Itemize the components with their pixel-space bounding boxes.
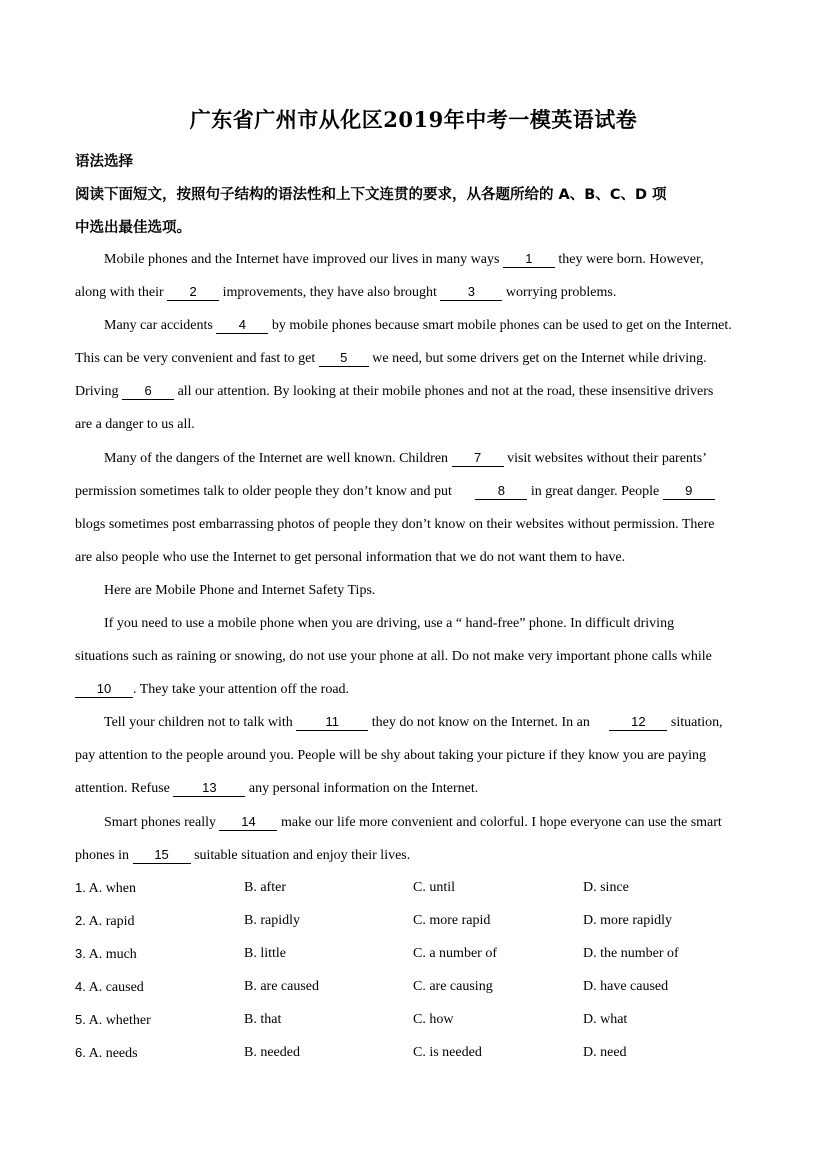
question-6-option-c[interactable]: C. is needed [413,1045,482,1060]
question-4-option-d[interactable]: D. have caused [583,979,669,994]
question-2-option-c[interactable]: C. more rapid [413,913,491,928]
blank-15: 15 [133,847,191,864]
blank-11: 11 [296,714,368,731]
question-2-option-b[interactable]: B. rapidly [244,913,300,928]
passage-line: Tell your children not to talk with 11 they do not know on the Internet. In an 12 situation, [104,714,723,730]
question-4-option-b[interactable]: B. are caused [244,979,320,994]
blank-8: 8 [475,483,527,500]
question-1-option-c[interactable]: C. until [413,880,456,895]
passage-line: are also people who use the Internet to get personal information that we do not want them to have. [75,550,626,565]
question-3-option-b[interactable]: B. little [244,946,286,961]
question-5-option-c[interactable]: C. how [413,1012,454,1027]
passage-line: along with their 2 improvements, they have also brought 3 worrying problems. [75,284,617,300]
question-1-option-a[interactable]: 1. A. when [75,880,137,896]
question-4-option-a[interactable]: 4. A. caused [75,979,144,995]
passage-line: Mobile phones and the Internet have improved our lives in many ways 1 they were born. However, [104,251,704,267]
question-6-option-a[interactable]: 6. A. needs [75,1045,138,1061]
passage-line: 10 . They take your attention off the road. [75,680,760,700]
blank-5: 5 [319,350,369,367]
passage-line: Many of the dangers of the Internet are well known. Children 7 visit websites without their parents’ [104,450,707,466]
blank-2: 2 [167,284,219,301]
question-4-option-c[interactable]: C. are causing [413,979,493,994]
blank-10: 10 [75,681,133,698]
instructions-line-1: 阅读下面短文，按照句子结构的语法性和上下文连贯的要求，从各题所给的 A、B、C、D 项 [75,187,667,203]
passage-line: Many car accidents 4 by mobile phones because smart mobile phones can be used to get on the Internet. [104,317,732,333]
question-2-option-d[interactable]: D. more rapidly [583,913,673,928]
question-5-option-a[interactable]: 5. A. whether [75,1012,151,1028]
passage-line: If you need to use a mobile phone when you are driving, use a “ hand-free” phone. In difficult driving [104,616,675,631]
question-5-option-b[interactable]: B. that [244,1012,282,1027]
question-5-option-d[interactable]: D. what [583,1012,628,1027]
passage-line: Here are Mobile Phone and Internet Safety Tips. [104,583,376,598]
passage-line: phones in 15 suitable situation and enjoy their lives. [75,847,411,863]
passage-line: blogs sometimes post embarrassing photos of people they don’t know on their websites without permission. There [75,517,715,532]
document-title: 广东省广州市从化区2019年中考一模英语试卷 [189,107,638,132]
passage-line: Driving 6 all our attention. By looking at their mobile phones and not at the road, these insensitive drivers [75,383,714,399]
blank-7: 7 [452,450,504,467]
passage-line: are a danger to us all. [75,417,195,432]
blank-12: 12 [609,714,667,731]
question-1-option-b[interactable]: B. after [244,880,286,895]
passage-line: Smart phones really 14 make our life more convenient and colorful. I hope everyone can use the smart [104,814,722,830]
blank-4: 4 [216,317,268,334]
blank-9: 9 [663,483,715,500]
question-2-option-a[interactable]: 2. A. rapid [75,913,135,929]
section-heading: 语法选择 [75,154,133,170]
question-6-option-b[interactable]: B. needed [244,1045,300,1060]
instructions-line-2: 中选出最佳选项。 [75,220,191,236]
passage-line: situations such as raining or snowing, do not use your phone at all. Do not make very important phone calls while [75,649,712,664]
blank-1: 1 [503,251,555,268]
passage-line: permission sometimes talk to older people they don’t know and put 8 in great danger. People 9 [75,482,760,502]
passage-line: pay attention to the people around you. People will be shy about taking your picture if they know you are paying [75,748,707,763]
question-3-option-a[interactable]: 3. A. much [75,946,137,962]
blank-13: 13 [173,780,245,797]
blank-6: 6 [122,383,174,400]
question-6-option-d[interactable]: D. need [583,1045,627,1060]
blank-3: 3 [440,284,502,301]
question-3-option-c[interactable]: C. a number of [413,946,497,961]
question-1-option-d[interactable]: D. since [583,880,629,895]
blank-14: 14 [219,814,277,831]
passage-line: attention. Refuse 13 any personal information on the Internet. [75,780,479,796]
passage-line: This can be very convenient and fast to get 5 we need, but some drivers get on the Internet while driving. [75,350,707,366]
question-3-option-d[interactable]: D. the number of [583,946,679,961]
